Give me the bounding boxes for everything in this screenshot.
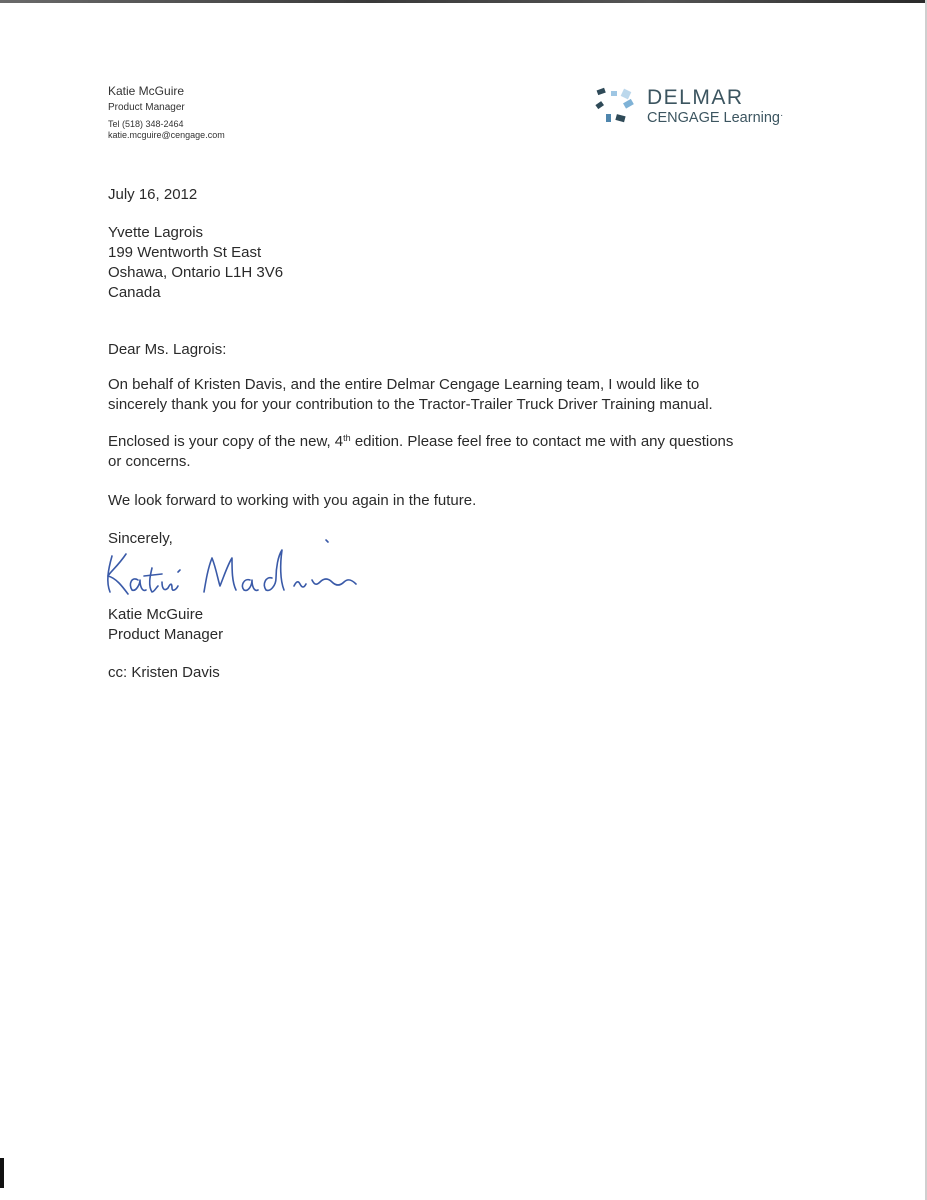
cc-line: cc: Kristen Davis [108,664,220,681]
signer-name: Katie McGuire [108,606,204,623]
salutation: Dear Ms. Lagrois: [108,341,227,358]
paragraph-enclosed-line-1 [108,432,733,452]
paragraph-future: We look forward to working with you again in the future. [108,492,477,509]
recipient-country: Canada [108,284,161,301]
handwritten-signature [100,536,380,608]
scan-mark-left [0,1158,4,1188]
edition-superscript: th [343,433,351,443]
paragraph-enclosed [108,432,733,472]
logo-brand-text: DELMAR [647,86,744,109]
sender-email: katie.mcguire@cengage.com [108,130,225,141]
paragraph-enclosed-line-2: or concerns. [108,453,191,470]
paragraph-thanks-line-1: On behalf of Kristen Davis, and the entire Delmar Cengage Learning team, I would like to [108,376,700,393]
sender-title: Product Manager [108,102,185,114]
logo-sub-text [647,110,783,126]
recipient-address [108,223,283,303]
recipient-city: Oshawa, Ontario L1H 3V6 [108,264,284,281]
logo-sub-label: CENGAGE Learning [647,110,780,126]
logo-mark-icon [594,86,640,128]
recipient-street: 199 Wentworth St East [108,244,262,261]
closing: Sincerely, [108,530,173,547]
paragraph-thanks-line-2: sincerely thank you for your contribution to the Tractor-Trailer Truck Driver Training manual. [108,396,713,413]
sender-block [108,84,225,141]
delmar-cengage-logo [594,86,824,130]
sender-name: Katie McGuire [108,84,185,98]
signer-title: Product Manager [108,626,224,643]
enclosed-text-after: edition. Please feel free to contact me with any questions [350,433,734,450]
scan-edge-top [0,0,927,3]
signer-block [108,605,223,645]
recipient-name: Yvette Lagrois [108,224,204,241]
logo-trademark: · [779,110,784,121]
sender-phone: Tel (518) 348-2464 [108,119,184,130]
letter-date: July 16, 2012 [108,186,198,203]
paragraph-thanks [108,375,713,415]
enclosed-text-before: Enclosed is your copy of the new, 4 [108,433,344,450]
